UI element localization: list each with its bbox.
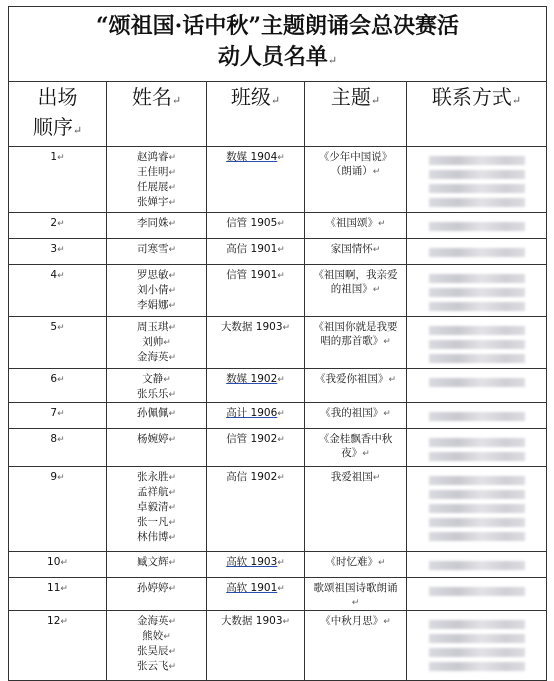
header-row	[9, 82, 547, 147]
return-mark-icon: ↵	[168, 353, 177, 363]
redacted-contact	[429, 476, 525, 541]
table-row	[9, 611, 547, 681]
topic-text: 《祖国你就是我要唱的那首歌》	[313, 321, 398, 347]
order-cell	[9, 265, 107, 317]
class-name: 大数据 1903	[220, 615, 283, 627]
order-cell	[9, 239, 107, 265]
return-mark-icon: ↵	[372, 285, 381, 295]
return-mark-icon: ↵	[72, 124, 83, 137]
contact-cell	[407, 265, 547, 317]
name-line	[107, 614, 206, 629]
person-name: 金海英	[136, 615, 169, 627]
return-mark-icon: ↵	[362, 449, 370, 459]
person-name: 李娟娜	[136, 299, 169, 311]
title-row	[9, 7, 547, 82]
class-cell	[207, 429, 305, 467]
topic-text: 家国情怀	[330, 243, 373, 255]
class-cell	[207, 239, 305, 265]
order-cell	[9, 611, 107, 681]
person-name: 孙佩佩	[136, 407, 169, 419]
name-cell	[107, 265, 207, 317]
name-line	[107, 283, 206, 298]
contact-cell	[407, 578, 547, 611]
redacted-contact	[429, 561, 525, 570]
person-name: 赵鸿睿	[136, 151, 169, 163]
topic-text: 《金桂飘香中秋夜》	[318, 433, 393, 459]
redacted-contact	[429, 274, 525, 311]
redacted-contact	[429, 326, 525, 363]
name-cell	[107, 403, 207, 429]
document-title	[9, 7, 547, 82]
person-name: 孙婷婷	[136, 582, 169, 594]
return-mark-icon: ↵	[270, 94, 281, 107]
topic-text: 《祖国啊，我亲爱的祖国》	[313, 269, 398, 295]
topic-cell	[305, 552, 407, 578]
table-row	[9, 578, 547, 611]
return-mark-icon: ↵	[57, 409, 65, 419]
order-number: 6	[50, 373, 58, 385]
name-line	[107, 216, 206, 231]
return-mark-icon: ↵	[372, 245, 381, 255]
return-mark-icon: ↵	[168, 198, 177, 208]
person-name: 司寒雪	[136, 243, 169, 255]
return-mark-icon: ↵	[168, 301, 177, 311]
return-mark-icon: ↵	[277, 375, 285, 385]
roster-table	[8, 6, 547, 681]
class-name: 高软 1903	[226, 556, 278, 568]
return-mark-icon: ↵	[57, 219, 65, 229]
name-line	[107, 500, 206, 515]
person-name: 熊姣	[142, 630, 164, 642]
return-mark-icon: ↵	[282, 323, 291, 333]
name-line	[107, 195, 206, 210]
redacted-contact	[429, 438, 525, 461]
return-mark-icon: ↵	[277, 153, 285, 163]
contact-cell	[407, 369, 547, 403]
person-name: 李同姝	[136, 217, 169, 229]
name-line	[107, 150, 206, 165]
return-mark-icon: ↵	[163, 632, 171, 642]
return-mark-icon: ↵	[388, 375, 397, 385]
return-mark-icon: ↵	[57, 375, 65, 385]
topic-cell	[305, 147, 407, 213]
return-mark-icon: ↵	[60, 617, 68, 627]
class-name: 高计 1906	[226, 407, 278, 419]
header-contact: 联系方式↵	[407, 82, 547, 147]
name-line	[107, 644, 206, 659]
class-name: 信管 1902	[226, 433, 278, 445]
person-name: 杨婉婷	[136, 433, 169, 445]
topic-cell	[305, 429, 407, 467]
return-mark-icon: ↵	[57, 271, 65, 281]
name-cell	[107, 239, 207, 265]
order-number: 9	[50, 471, 58, 483]
return-mark-icon: ↵	[383, 617, 391, 627]
class-cell	[207, 265, 305, 317]
order-number: 12	[47, 615, 61, 627]
person-name: 孟祥航	[136, 486, 169, 498]
topic-cell	[305, 467, 407, 552]
return-mark-icon: ↵	[163, 338, 171, 348]
name-cell	[107, 213, 207, 239]
return-mark-icon: ↵	[372, 167, 381, 177]
table-row	[9, 467, 547, 552]
order-number: 1	[50, 151, 58, 163]
class-cell	[207, 552, 305, 578]
person-name: 刘帅	[142, 336, 164, 348]
redacted-contact	[429, 587, 525, 596]
return-mark-icon: ↵	[168, 435, 177, 445]
return-mark-icon: ↵	[277, 245, 285, 255]
name-line	[107, 530, 206, 545]
class-name: 高信 1901	[226, 243, 278, 255]
return-mark-icon: ↵	[168, 473, 177, 483]
name-line	[107, 581, 206, 596]
return-mark-icon: ↵	[163, 375, 171, 385]
order-number: 3	[50, 243, 58, 255]
person-name: 刘小倩	[136, 284, 169, 296]
topic-text: 《中秋月思》	[320, 615, 384, 627]
return-mark-icon: ↵	[168, 271, 177, 281]
contact-cell	[407, 147, 547, 213]
name-line	[107, 555, 206, 570]
name-line	[107, 298, 206, 313]
class-name: 大数据 1903	[220, 321, 283, 333]
return-mark-icon: ↵	[168, 584, 177, 594]
name-cell	[107, 552, 207, 578]
contact-cell	[407, 429, 547, 467]
return-mark-icon: ↵	[370, 94, 381, 107]
return-mark-icon: ↵	[168, 617, 177, 627]
return-mark-icon: ↵	[57, 153, 65, 163]
title-line-1: “颂祖国·话中秋”主题朗诵会总决赛活	[96, 13, 459, 39]
topic-cell	[305, 239, 407, 265]
table-row	[9, 317, 547, 369]
order-number: 11	[47, 582, 61, 594]
class-name: 数媒 1902	[226, 373, 278, 385]
return-mark-icon: ↵	[383, 409, 391, 419]
name-line	[107, 372, 206, 387]
contact-cell	[407, 467, 547, 552]
table-row	[9, 265, 547, 317]
return-mark-icon: ↵	[277, 584, 285, 594]
name-line	[107, 268, 206, 283]
class-name: 信管 1905	[226, 217, 278, 229]
topic-cell	[305, 578, 407, 611]
return-mark-icon: ↵	[57, 245, 65, 255]
name-line	[107, 165, 206, 180]
return-mark-icon: ↵	[168, 409, 177, 419]
name-line	[107, 515, 206, 530]
person-name: 林伟博	[136, 531, 169, 543]
class-cell	[207, 467, 305, 552]
class-cell	[207, 403, 305, 429]
name-cell	[107, 317, 207, 369]
return-mark-icon: ↵	[377, 558, 386, 568]
order-cell	[9, 317, 107, 369]
return-mark-icon: ↵	[60, 584, 68, 594]
class-cell	[207, 213, 305, 239]
person-name: 文静	[142, 373, 164, 385]
name-line	[107, 242, 206, 257]
name-line	[107, 432, 206, 447]
name-line	[107, 629, 206, 644]
class-name: 高信 1902	[226, 471, 278, 483]
name-line	[107, 406, 206, 421]
return-mark-icon: ↵	[168, 390, 177, 400]
order-number: 4	[50, 269, 58, 281]
name-line	[107, 387, 206, 402]
return-mark-icon: ↵	[168, 219, 177, 229]
return-mark-icon: ↵	[377, 219, 386, 229]
contact-cell	[407, 611, 547, 681]
contact-cell	[407, 552, 547, 578]
order-cell	[9, 429, 107, 467]
order-cell	[9, 403, 107, 429]
return-mark-icon: ↵	[168, 168, 177, 178]
order-number: 2	[50, 217, 58, 229]
header-order: 出场 顺序↵	[9, 82, 107, 147]
topic-cell	[305, 369, 407, 403]
contact-cell	[407, 403, 547, 429]
return-mark-icon: ↵	[168, 518, 177, 528]
return-mark-icon: ↵	[277, 219, 285, 229]
order-cell	[9, 578, 107, 611]
name-line	[107, 320, 206, 335]
class-name: 信管 1901	[226, 269, 278, 281]
topic-cell	[305, 213, 407, 239]
person-name: 周玉琪	[136, 321, 169, 333]
table-row	[9, 552, 547, 578]
name-line	[107, 335, 206, 350]
person-name: 张云飞	[136, 660, 169, 672]
return-mark-icon: ↵	[277, 558, 285, 568]
return-mark-icon: ↵	[57, 323, 65, 333]
return-mark-icon: ↵	[383, 337, 391, 347]
title-line-2: 动人员名单	[217, 44, 328, 70]
return-mark-icon: ↵	[168, 323, 177, 333]
return-mark-icon: ↵	[372, 473, 381, 483]
return-mark-icon: ↵	[168, 533, 177, 543]
person-name: 王佳明	[136, 166, 169, 178]
topic-text: 我爱祖国	[330, 471, 373, 483]
order-number: 5	[50, 321, 58, 333]
class-name: 数媒 1904	[226, 151, 278, 163]
name-cell	[107, 467, 207, 552]
order-cell	[9, 369, 107, 403]
class-cell	[207, 611, 305, 681]
person-name: 金海英	[136, 351, 169, 363]
name-cell	[107, 369, 207, 403]
topic-cell	[305, 403, 407, 429]
name-line	[107, 485, 206, 500]
class-cell	[207, 369, 305, 403]
table-row	[9, 147, 547, 213]
return-mark-icon: ↵	[327, 54, 338, 67]
return-mark-icon: ↵	[277, 435, 285, 445]
return-mark-icon: ↵	[168, 647, 177, 657]
header-topic: 主题↵	[305, 82, 407, 147]
return-mark-icon: ↵	[168, 245, 177, 255]
return-mark-icon: ↵	[168, 558, 177, 568]
name-line	[107, 470, 206, 485]
return-mark-icon: ↵	[168, 153, 177, 163]
class-cell	[207, 147, 305, 213]
contact-cell	[407, 213, 547, 239]
person-name: 臧文辉	[136, 556, 169, 568]
class-cell	[207, 578, 305, 611]
return-mark-icon: ↵	[168, 503, 177, 513]
return-mark-icon: ↵	[168, 286, 177, 296]
return-mark-icon: ↵	[171, 94, 182, 107]
person-name: 张永胜	[136, 471, 169, 483]
topic-text: 《我的祖国》	[320, 407, 384, 419]
redacted-contact	[429, 620, 525, 671]
name-cell	[107, 578, 207, 611]
name-line	[107, 659, 206, 674]
table-row	[9, 369, 547, 403]
person-name: 任展展	[136, 181, 169, 193]
topic-text: 《我爱你祖国》	[314, 373, 389, 385]
table-row	[9, 429, 547, 467]
order-number: 10	[47, 556, 61, 568]
person-name: 张乐乐	[136, 388, 169, 400]
return-mark-icon: ↵	[60, 558, 68, 568]
topic-text: 《少年中国说》（朗诵）	[318, 151, 393, 177]
class-cell	[207, 317, 305, 369]
topic-cell	[305, 265, 407, 317]
return-mark-icon: ↵	[282, 617, 291, 627]
return-mark-icon: ↵	[511, 94, 522, 107]
order-number: 8	[50, 433, 58, 445]
topic-cell	[305, 611, 407, 681]
order-number: 7	[50, 407, 58, 419]
table-row	[9, 239, 547, 265]
redacted-contact	[429, 156, 525, 207]
name-cell	[107, 147, 207, 213]
return-mark-icon: ↵	[168, 662, 177, 672]
return-mark-icon: ↵	[57, 435, 65, 445]
contact-cell	[407, 317, 547, 369]
header-name: 姓名↵	[107, 82, 207, 147]
class-name: 高软 1901	[226, 582, 278, 594]
name-line	[107, 350, 206, 365]
table-row	[9, 403, 547, 429]
redacted-contact	[429, 248, 525, 257]
order-cell	[9, 552, 107, 578]
person-name: 卓毅清	[136, 501, 169, 513]
topic-text: 《时忆难》	[325, 556, 378, 568]
order-cell	[9, 213, 107, 239]
person-name: 张婵宇	[136, 196, 169, 208]
name-cell	[107, 611, 207, 681]
person-name: 张昊辰	[136, 645, 169, 657]
return-mark-icon: ↵	[168, 488, 177, 498]
return-mark-icon: ↵	[277, 271, 285, 281]
return-mark-icon: ↵	[168, 183, 177, 193]
order-cell	[9, 467, 107, 552]
contact-cell	[407, 239, 547, 265]
order-cell	[9, 147, 107, 213]
topic-cell	[305, 317, 407, 369]
name-cell	[107, 429, 207, 467]
return-mark-icon: ↵	[277, 409, 285, 419]
table-row	[9, 213, 547, 239]
redacted-contact	[429, 222, 525, 231]
name-line	[107, 180, 206, 195]
return-mark-icon: ↵	[351, 598, 360, 608]
redacted-contact	[429, 412, 525, 421]
topic-text: 《祖国颂》	[325, 217, 378, 229]
topic-text: 歌颂祖国诗歌朗诵	[313, 582, 398, 594]
person-name: 张一凡	[136, 516, 169, 528]
return-mark-icon: ↵	[277, 473, 285, 483]
redacted-contact	[429, 378, 525, 387]
person-name: 罗思敏	[136, 269, 169, 281]
header-class: 班级↵	[207, 82, 305, 147]
return-mark-icon: ↵	[57, 473, 65, 483]
